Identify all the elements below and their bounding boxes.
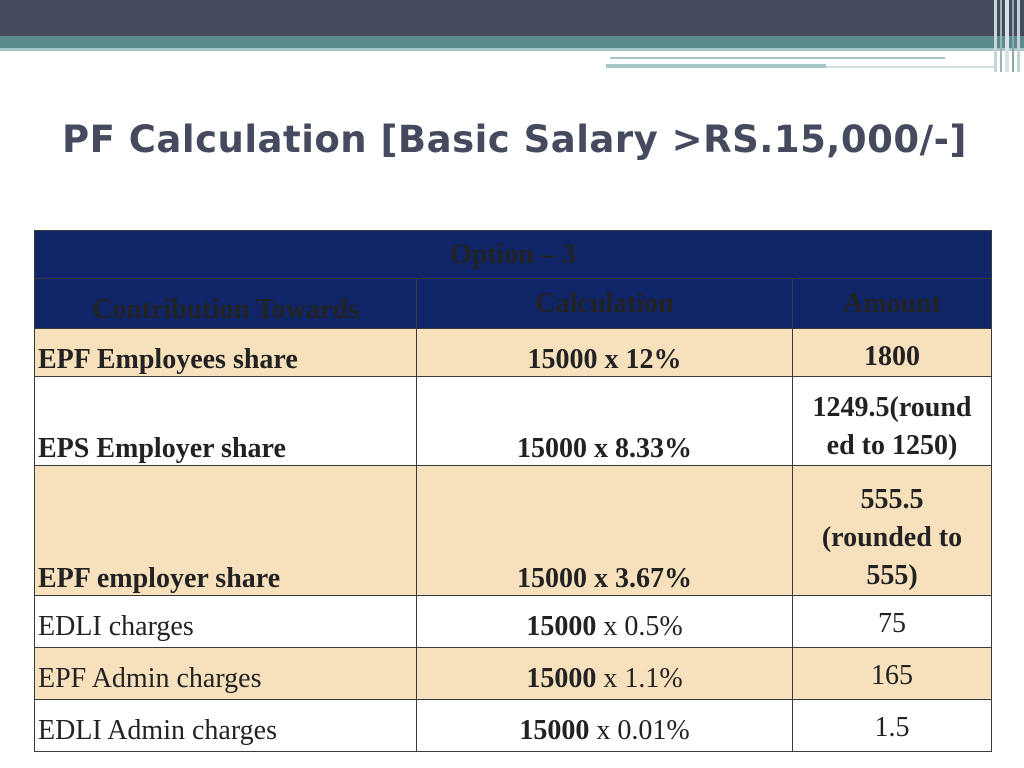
amount-line: (rounded to (821, 522, 963, 553)
pf-calculation-table (34, 230, 992, 752)
column-header-contribution: Contribution Towards (35, 279, 417, 329)
calc-base: 15000 (519, 715, 590, 746)
amount-line: 1800 (864, 341, 920, 372)
calc-rest: x 1.1% (596, 663, 683, 694)
calculation-cell (417, 329, 793, 377)
table-row (35, 329, 992, 377)
decorative-stripe (1012, 0, 1014, 72)
amount-line: ed to 1250) (826, 430, 958, 461)
slide-top-band (0, 0, 1024, 36)
slide-title: PF Calculation [Basic Salary >RS.15,000/-] (62, 118, 967, 161)
calc-rest: x 12% (597, 344, 682, 375)
amount-line: 555) (866, 560, 918, 591)
calc-base: 15000 (526, 611, 597, 642)
calc-rest: x 8.33% (587, 433, 692, 464)
decorative-stripe (1005, 0, 1009, 72)
calculation-cell (417, 700, 793, 752)
calculation-cell (417, 596, 793, 648)
amount-cell (793, 596, 992, 648)
amount-line: 1.5 (874, 712, 910, 743)
calc-base: 15000 (517, 433, 587, 464)
amount-cell (793, 329, 992, 377)
contribution-label: EDLI charges (35, 596, 417, 648)
calc-rest: x 0.01% (589, 715, 690, 746)
calc-base: 15000 (527, 344, 598, 375)
contribution-label: EPF employer share (35, 466, 417, 596)
calc-base: 15000 (517, 563, 587, 594)
calc-rest: x 3.67% (587, 563, 692, 594)
calc-base: 15000 (526, 663, 597, 694)
amount-cell (793, 648, 992, 700)
decorative-stripe (994, 0, 997, 72)
column-header-calculation: Calculation (417, 279, 793, 329)
table-row (35, 648, 992, 700)
column-header-amount: Amount (793, 279, 992, 329)
contribution-label: EPF Admin charges (35, 648, 417, 700)
option-header-row (35, 231, 992, 279)
decorative-accent-line (610, 57, 945, 59)
amount-line: 165 (871, 660, 913, 691)
table-row (35, 700, 992, 752)
contribution-label: EPF Employees share (35, 329, 417, 377)
slide-teal-band-thin (0, 48, 1024, 51)
decorative-accent-line (606, 64, 826, 68)
calc-rest: x 0.5% (596, 611, 683, 642)
amount-cell (793, 700, 992, 752)
calculation-cell (417, 648, 793, 700)
contribution-label: EDLI Admin charges (35, 700, 417, 752)
table-row (35, 596, 992, 648)
amount-cell (793, 466, 992, 596)
table-row (35, 377, 992, 466)
amount-cell (793, 377, 992, 466)
decorative-stripe (1017, 0, 1020, 72)
contribution-label: EPS Employer share (35, 377, 417, 466)
decorative-stripe (1000, 0, 1002, 72)
column-header-row (35, 279, 992, 329)
amount-line: 1249.5(round (812, 392, 972, 423)
decorative-accent-line (826, 66, 996, 68)
slide-teal-band (0, 36, 1024, 48)
calculation-cell (417, 466, 793, 596)
table-row (35, 466, 992, 596)
amount-line: 555.5 (860, 484, 924, 515)
option-header: Option – 3 (35, 231, 992, 279)
calculation-cell (417, 377, 793, 466)
amount-line: 75 (878, 608, 906, 639)
